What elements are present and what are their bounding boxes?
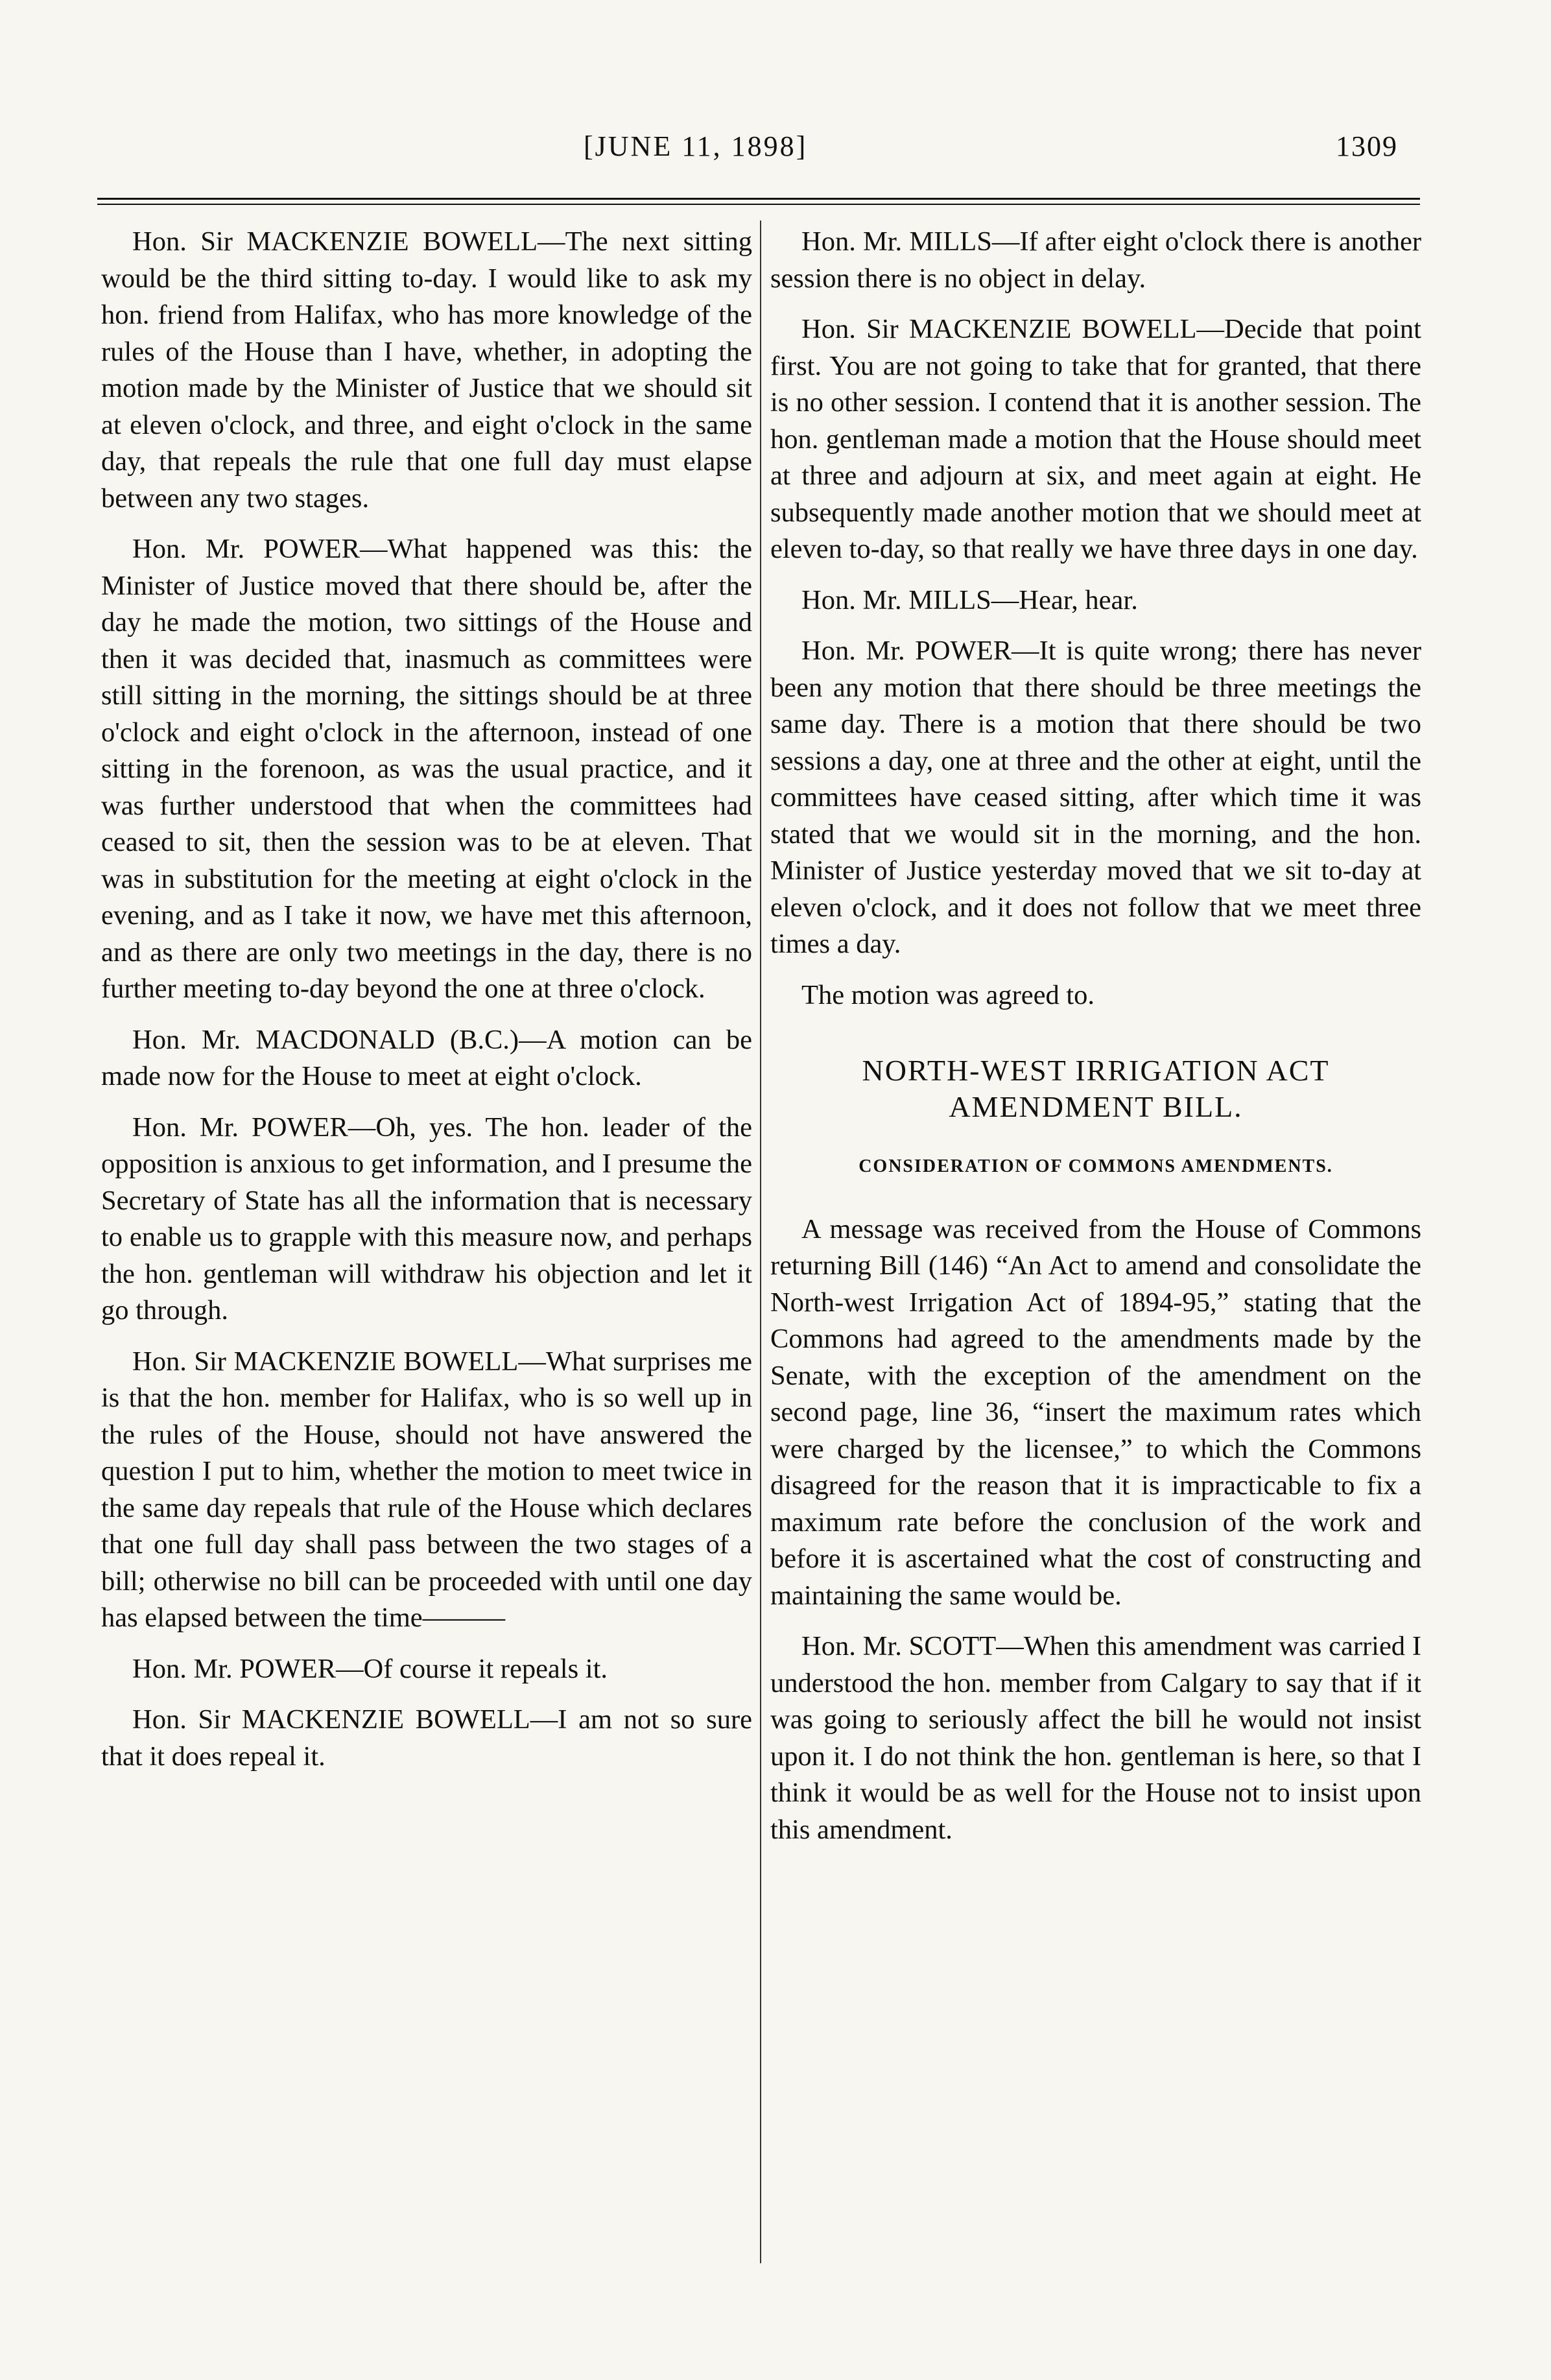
paragraph [101,1022,752,1095]
speaker: Hon. Mr. SCOTT— [801,1631,1024,1661]
speaker: Hon. Sir MACKENZIE BOWELL— [801,314,1225,344]
paragraph-text: The motion was agreed to. [801,979,1095,1010]
right-column [770,224,1421,1862]
page-header [0,130,1551,169]
paragraph-text: If after eight o'clock there is another session there is no object in delay. [770,226,1422,294]
column-divider [760,220,761,2263]
paragraph-text: Of course it repeals it. [363,1653,608,1684]
speaker: Hon. Mr. POWER— [132,534,388,564]
paragraph [770,224,1421,297]
speaker: Hon. Sir MACKENZIE BOWELL— [132,226,565,257]
paragraph-text: I am not so sure that it does repeal it. [101,1704,752,1772]
paragraph-text: What surprises me is that the hon. member for Halifax, who is so well up in the rules of the House, should not have answered the question I put to him, whether the motion to meet twice in the same day repeals that rule of the House which declares that one full day shall pass between the two stages of a bill; otherwise no bill can be proceeded with until one day has elapsed between the time——— [101,1346,752,1633]
paragraph-text: The next sitting would be the third sitting to-day. I would like to ask my hon. friend from Halifax, who has more knowledge of the rules of the House than I have, whether, in adopting the motion made by the Minister of Justice that we should sit at eleven o'clock, and three, and eight o'clock in the same day, that repeals the rule that one full day must elapse between any two stages. [101,226,752,514]
paragraph [101,1651,752,1688]
paragraph-text: Decide that point first. You are not going to take that for granted, that there is no other session. I contend that it is another session. The hon. gentleman made a motion that the House should meet at three and adjourn at six, and meet again at eight. He subsequently made another motion that we should meet at eleven to-day, so that really we have three days in one day. [770,314,1421,564]
paragraph [770,1211,1421,1615]
speaker: Hon. Sir MACKENZIE BOWELL— [132,1704,558,1735]
paragraph [770,311,1421,568]
paragraph [770,633,1421,963]
speaker: Hon. Mr. POWER— [801,636,1039,666]
header-rule-thin [97,204,1420,205]
paragraph-text: A message was received from the House of Commons returning Bill (146) “An Act to amend and consolidate the North-west Irrigation Act of 1894-95,” stating that the Commons had agreed to the amendments made by the Senate, with the exception of the amendment on the second page, line 36, “insert the maximum rates which were charged by the licensee,” to which the Commons disagreed for the reason that it is impracticable to fix a maximum rate before the conclusion of the work and before it is ascertained what the cost of constructing and maintaining the same would be. [770,1213,1421,1611]
header-date: [JUNE 11, 1898] [584,130,808,162]
paragraph [101,224,752,517]
paragraph-text: Oh, yes. The hon. leader of the opposition is anxious to get information, and I presume the Secretary of State has all the information that is necessary to enable us to grapple with this measure now, and perhaps the hon. gentleman will withdraw his objection and let it go through. [101,1112,752,1326]
paragraph-text: A motion can be made now for the House to meet at eight o'clock. [101,1024,752,1091]
page-number: 1309 [1336,130,1398,162]
paragraph [101,1702,752,1775]
speaker: Hon. Mr. POWER— [132,1112,376,1143]
speaker: Hon. Mr. MILLS— [801,584,1019,615]
speaker: Hon. Mr. MILLS— [801,226,1020,257]
paragraph-text: When this amendment was carried I understood the hon. member from Calgary to say that if it was going to seriously affect the bill he would not insist upon it. I do not think the hon. gentleman is here, so that I think it would be as well for the House not to insist upon this amendment. [770,1631,1421,1845]
paragraph [770,1628,1421,1848]
paragraph [101,1110,752,1329]
section-title-line: AMENDMENT BILL. [949,1090,1243,1123]
speaker: Hon. Mr. POWER— [132,1653,364,1684]
paragraph [101,531,752,1008]
paragraph [770,582,1421,619]
speaker: Hon. Mr. MACDONALD (B.C.)— [132,1024,547,1055]
speaker: Hon. Sir MACKENZIE BOWELL— [132,1346,546,1377]
left-column [101,224,752,1789]
paragraph [770,977,1421,1014]
paragraph-text: It is quite wrong; there has never been any motion that there should be three meetings the same day. There is a motion that there should be two sessions a day, one at three and the other at eight, until the committees have ceased sitting, after which time it was stated that we would sit in the morning, and the hon. Minister of Justice yesterday moved that we sit to-day at eleven o'clock, and it does not follow that we meet three times a day. [770,636,1421,959]
header-rule-thick [97,198,1420,200]
paragraph-text: Hear, hear. [1019,584,1138,615]
section-subtitle: CONSIDERATION OF COMMONS AMENDMENTS. [858,1156,1333,1176]
paragraph-text: What happened was this: the Minister of Justice moved that there should be, after the day he made the motion, two sittings of the House and then it was decided that, inasmuch as committees were still sitting in the morning, the sittings should be at three o'clock and eight o'clock in the afternoon, instead of one sitting in the forenoon, as was the usual practice, and it was further understood that when the committees had ceased to sit, then the session was to be at eleven. That was in substitution for the meeting at eight o'clock in the evening, and as I take it now, we have met this afternoon, and as there are only two meetings in the day, there is no further meeting to-day beyond the one at three o'clock. [101,534,753,1004]
section-title [770,1053,1421,1125]
paragraph [101,1344,752,1637]
section-title-line: NORTH-WEST IRRIGATION ACT [862,1054,1330,1087]
